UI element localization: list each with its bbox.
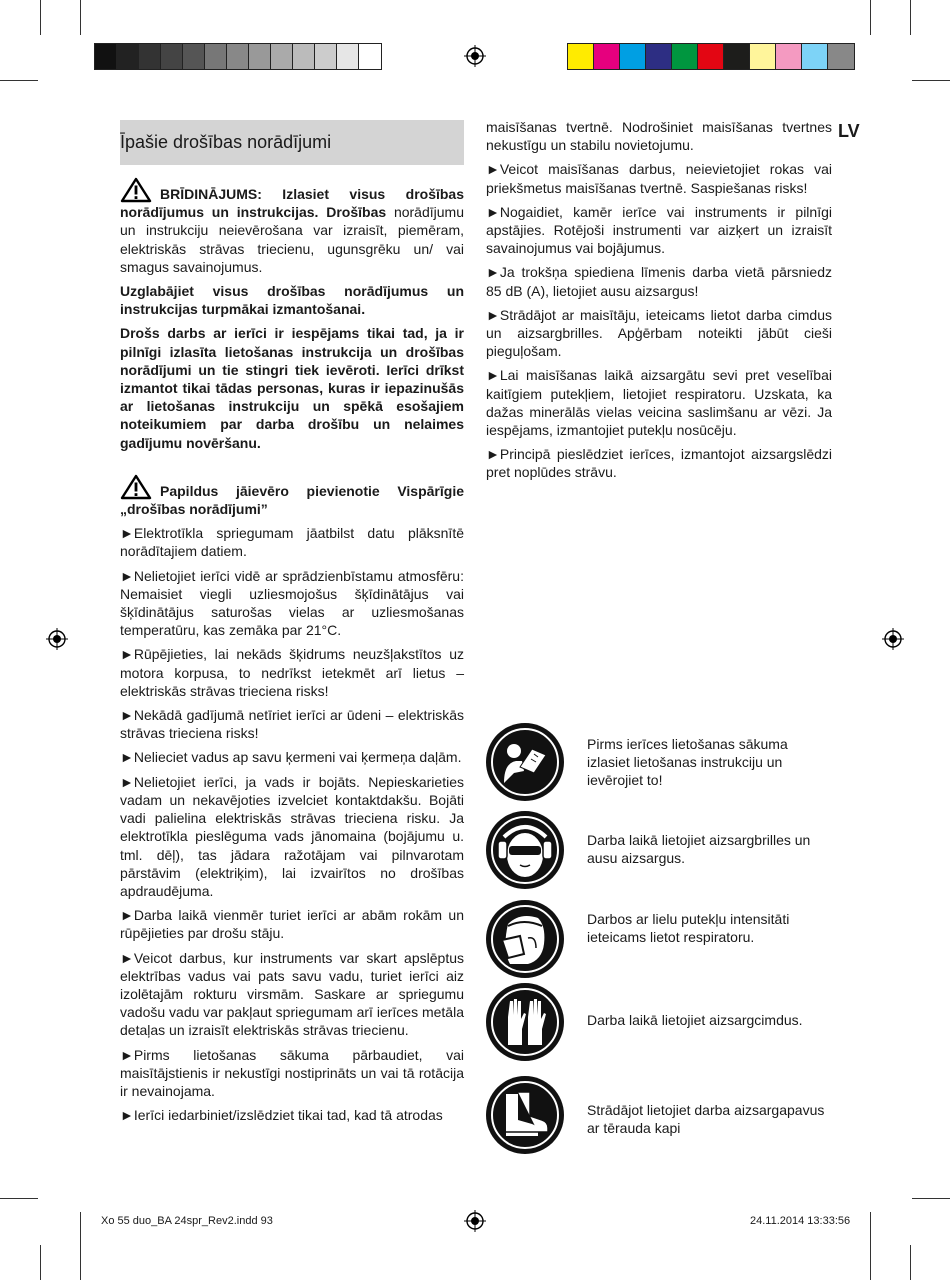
color-swatch [672, 44, 698, 69]
registration-mark-icon [464, 45, 486, 67]
registration-mark-icon [464, 1210, 486, 1232]
left-column [120, 120, 464, 1130]
safety-item: ►Ierīci iedarbiniet/izslēdziet tikai tad, kad tā atrodas [120, 1107, 443, 1124]
read-manual-icon [490, 727, 560, 797]
color-swatch [315, 44, 337, 69]
footer-date: 24.11.2014 13:33:56 [750, 1215, 851, 1227]
safety-item: ►Nelietojiet ierīci, ja vads ir bojāts. Nepieskarieties vadam un nekavējoties izvelciet kontaktdakšu. Bojāti vadi palielina elektriskās strāvas trieciena risku. Ja elektrotīkla pieslēguma vads jānomaina (bojājumu u. tml. dēļ), tas jādara ražotājam vai pilnvarotam pārstāvim (elektriķim), lai izvairītos no drošības apdraudējuma. [120, 773, 464, 899]
right-column [486, 118, 832, 488]
color-swatch [568, 44, 594, 69]
crop-mark [0, 80, 38, 81]
gloves-icon [490, 987, 560, 1057]
safety-item: ►Nekādā gadījumā netīriet ierīci ar ūdeni – elektriskās strāvas trieciena risks! [120, 707, 464, 742]
color-swatch [205, 44, 227, 69]
crop-mark [80, 1212, 81, 1280]
safety-item: ►Veicot maisīšanas darbus, neievietojiet rokas vai priekšmetus maisīšanas tvertnē. Saspiešanas risks! [486, 161, 832, 196]
warning-triangle-icon [120, 177, 152, 203]
color-swatch [337, 44, 359, 69]
crop-mark [870, 0, 871, 35]
safety-boots-icon [490, 1080, 560, 1150]
color-swatch [271, 44, 293, 69]
additional-notes-paragraph [120, 474, 464, 518]
registration-mark-icon [46, 628, 68, 650]
color-swatch [293, 44, 315, 69]
safety-item: ►Darba laikā vienmēr turiet ierīci ar abām rokām un rūpējieties par drošu stāju. [120, 907, 464, 942]
warning-text: norādījumu un instrukciju neievērošana var izraisīt, piemēram, elektriskās strāvas triecienu, ugunsgrēku un/ vai smagus savainojumus. [120, 204, 464, 275]
crop-mark [40, 1245, 41, 1280]
ppe-text: Darba laikā lietojiet aizsargcimdus. [587, 1012, 803, 1028]
safe-work-text: Drošs darbs ar ierīci ir iespējams tikai tad, ja ir pilnīgi izlasīta lietošanas instrukcija un drošības norādījumi un tie stingri tiek ievēroti. Ierīci drīkst izmantot tikai tādas personas, kuras ir iepazinušās ar lietošanas instrukciju un spēkā esošajiem noteikumiem par darba drošību un nelaimes gadījumu novēršanu. [120, 325, 464, 451]
safety-item: ►Principā pieslēdziet ierīces, izmantojot aizsargslēdzi pret noplūdes strāvu. [486, 446, 832, 481]
ppe-text: Strādājot lietojiet darba aizsargapavus ar tērauda kapi [587, 1102, 825, 1137]
safety-item: ►Elektrotīkla spriegumam jāatbilst datu plāksnītē norādītajiem datiem. [120, 525, 464, 560]
color-swatch [724, 44, 750, 69]
warning-paragraph [120, 177, 464, 276]
crop-mark [870, 1212, 871, 1280]
color-swatch [620, 44, 646, 69]
respirator-icon [490, 904, 560, 974]
color-swatch [161, 44, 183, 69]
safety-item: ►Pirms lietošanas sākuma pārbaudiet, vai maisītājstienis ir nekustīgi nostiprināts un vai tā rotācija ir nevainojama. [120, 1046, 464, 1099]
color-swatch [227, 44, 249, 69]
ppe-text: Pirms ierīces lietošanas sākuma izlasiet lietošanas instrukciju un ievērojiet to! [587, 736, 788, 789]
color-swatch [117, 44, 139, 69]
safety-item: maisīšanas tvertnē. Nodrošiniet maisīšanas tvertnes nekustīgu un stabilu novietojumu. [486, 119, 832, 154]
safety-item: ►Nelietojiet ierīci vidē ar sprādzienbīstamu atmosfēru: Nemaisiet viegli uzliesmojošus šķīdinātājus vai šķīdinātājus saturošas vielas ar uzliesmošanas temperatūru, kas zemāka par 21°C. [120, 567, 464, 639]
crop-mark [40, 0, 41, 35]
section-heading [120, 120, 464, 165]
safety-item: ►Nogaidiet, kamēr ierīce vai instruments ir pilnīgi apstājies. Rotējoši instrumenti var aizķert un izraisīt savainojumus vai bojājumus. [486, 203, 832, 257]
safety-item: ►Nelieciet vadus ap savu ķermeni vai ķermeņa daļām. [120, 749, 462, 766]
color-swatch [359, 44, 381, 69]
additional-notes-title: Papildus jāievēro pievienotie Vispārīgie „drošības norādījumi” [120, 482, 464, 518]
crop-mark [0, 1198, 38, 1199]
keep-instructions-text: Uzglabājiet visus drošības norādījumus un instrukcijas turpmākai izmantošanai. [120, 283, 464, 318]
crop-mark [912, 1198, 950, 1199]
safety-item: ►Ja trokšņa spiediena līmenis darba vietā pārsniedz 85 dB (A), lietojiet ausu aizsargus! [486, 264, 832, 299]
safety-item: ►Lai maisīšanas laikā aizsargātu sevi pret veselībai kaitīgiem putekļiem, lietojiet respiratoru. Uzskata, ka dažas minerālās vielas veicina saslimšanu ar vēzi. Ja iespējams, izmantojiet putekļu nosūcēju. [486, 367, 832, 439]
color-swatch [95, 44, 117, 69]
safety-item: ►Strādājot ar maisītāju, ieteicams lietot darba cimdus un aizsargbrilles. Apģērbam noteikti jābūt cieši pieguļošam. [486, 306, 832, 360]
color-swatch [828, 44, 854, 69]
color-swatch [698, 44, 724, 69]
crop-mark [910, 1245, 911, 1280]
color-swatch [750, 44, 776, 69]
crop-mark [80, 0, 81, 35]
footer-file-info: Xo 55 duo_BA 24spr_Rev2.indd 93 [101, 1215, 273, 1227]
ppe-text: Darbos ar lielu putekļu intensitāti ieteicams lietot respiratoru. [587, 911, 790, 946]
safety-item: ►Veicot darbus, kur instruments var skart apslēptus elektrības vadus vai pats savu vadu, turiet ierīci aiz izolētajām rokturu virsmām. Saskare ar spriegumu vadošu vadu var pakļaut spriegumam arī ierīces metāla detaļas un izraisīt elektriskās strāvas triecienu. [120, 949, 464, 1039]
crop-mark [910, 0, 911, 35]
registration-mark-icon [882, 628, 904, 650]
color-swatch [646, 44, 672, 69]
color-swatch [183, 44, 205, 69]
crop-mark [912, 80, 950, 81]
cmyk-color-bar [567, 43, 855, 70]
color-swatch [802, 44, 828, 69]
goggles-earmuffs-icon [490, 815, 560, 885]
ppe-text: Darba laikā lietojiet aizsargbrilles un ausu aizsargus. [587, 832, 811, 867]
color-swatch [139, 44, 161, 69]
page-language-label: LV [838, 121, 860, 141]
warning-title: BRĪDINĀJUMS: Izlasiet visus drošības norādījumus un instrukcijas. Drošības [120, 186, 464, 221]
color-swatch [776, 44, 802, 69]
color-swatch [594, 44, 620, 69]
color-swatch [249, 44, 271, 69]
grayscale-color-bar [94, 43, 382, 70]
warning-triangle-icon [120, 474, 152, 500]
safety-item: ►Rūpējieties, lai nekāds šķidrums neuzšļakstītos uz motora korpusa, to nedrīkst ietekmēt arī lietus – elektriskās strāvas trieciena risks! [120, 646, 464, 699]
heading-text: Īpašie drošības norādījumi [120, 132, 332, 152]
